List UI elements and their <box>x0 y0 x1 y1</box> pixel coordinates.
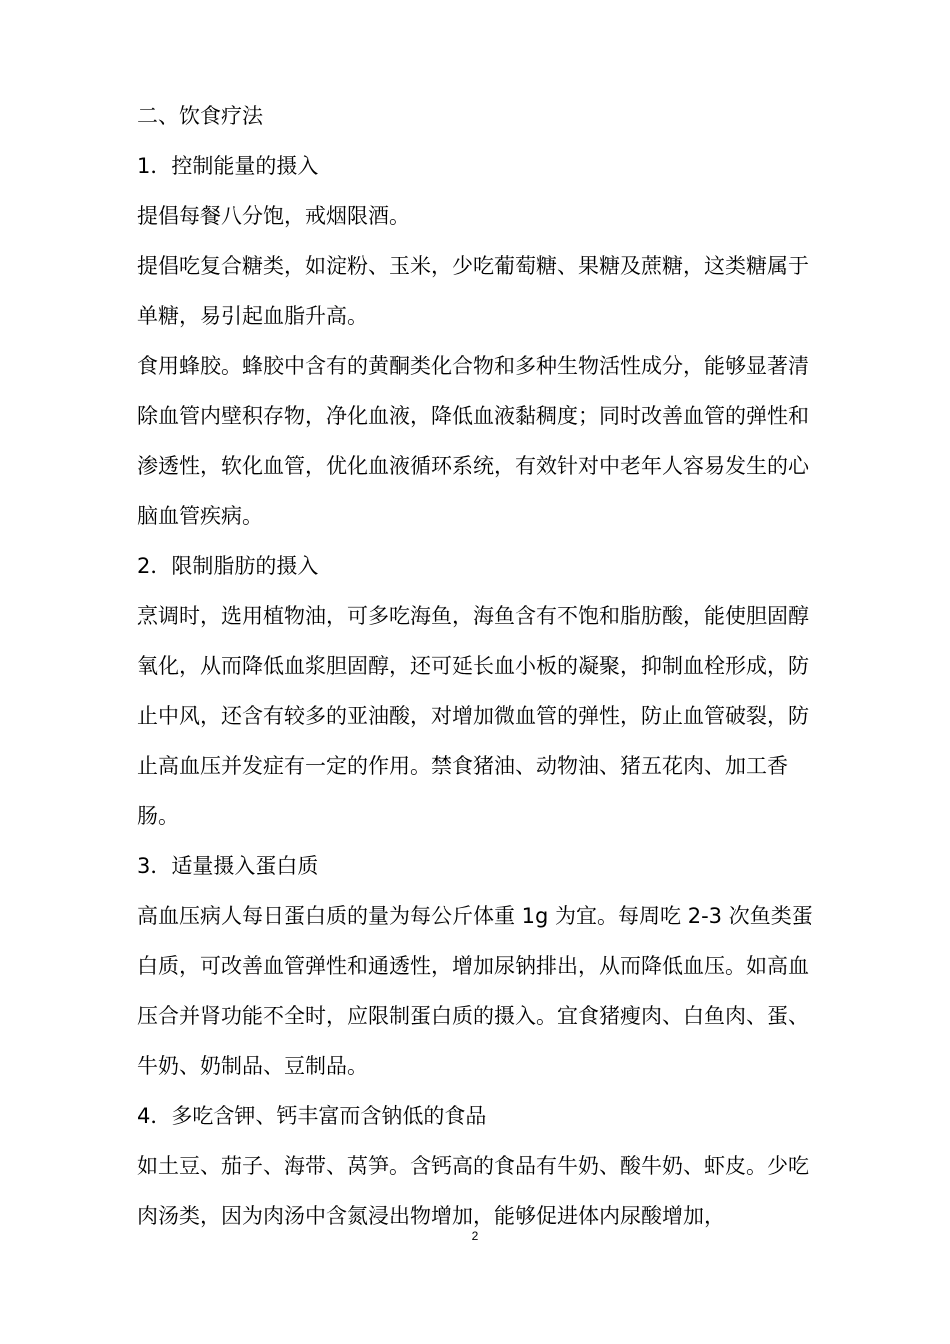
paragraph-complex-carbs: 提倡吃复合糖类，如淀粉、玉米，少吃葡萄糖、果糖及蔗糖，这类糖属于单糖，易引起血脂升高。 <box>137 254 809 328</box>
paragraph-moderate-meals: 提倡每餐八分饱，戒烟限酒。 <box>137 204 410 228</box>
subheading-energy-intake: 1．控制能量的摄入 <box>137 154 319 178</box>
subheading-fat-intake: 2．限制脂肪的摄入 <box>137 554 319 578</box>
paragraph-propolis: 食用蜂胶。蜂胶中含有的黄酮类化合物和多种生物活性成分，能够显著清除血管内壁积存物，净化血液，降低血液黏稠度；同时改善血管的弹性和渗透性，软化血管，优化血液循环系统，有效针对中老年人容易发生的心脑血管疾病。 <box>137 354 809 528</box>
subheading-protein-intake: 3．适量摄入蛋白质 <box>137 854 319 878</box>
page-number: 2 <box>471 1229 479 1243</box>
subheading-potassium-calcium: 4．多吃含钾、钙丰富而含钠低的食品 <box>137 1104 487 1128</box>
paragraph-protein: 高血压病人每日蛋白质的量为每公斤体重 1g 为宜。每周吃 2-3 次鱼类蛋白质，可改善血管弹性和通透性，增加尿钠排出，从而降低血压。如高血压合并肾功能不全时，应限制蛋白质的摄入。宜食猪瘦肉、白鱼肉、蛋、牛奶、奶制品、豆制品。 <box>137 904 813 1078</box>
document-body <box>137 91 817 1241</box>
paragraph-cooking-oils: 烹调时，选用植物油，可多吃海鱼，海鱼含有不饱和脂肪酸，能使胆固醇氧化，从而降低血浆胆固醇，还可延长血小板的凝聚，抑制血栓形成，防止中风，还含有较多的亚油酸，对增加微血管的弹性，防止血管破裂，防止高血压并发症有一定的作用。禁食猪油、动物油、猪五花肉、加工香肠。 <box>137 604 809 828</box>
paragraph-foods: 如土豆、茄子、海带、莴笋。含钙高的食品有牛奶、酸牛奶、虾皮。少吃肉汤类，因为肉汤中含氮浸出物增加，能够促进体内尿酸增加， <box>137 1154 809 1228</box>
section-heading-diet-therapy: 二、饮食疗法 <box>137 104 263 128</box>
